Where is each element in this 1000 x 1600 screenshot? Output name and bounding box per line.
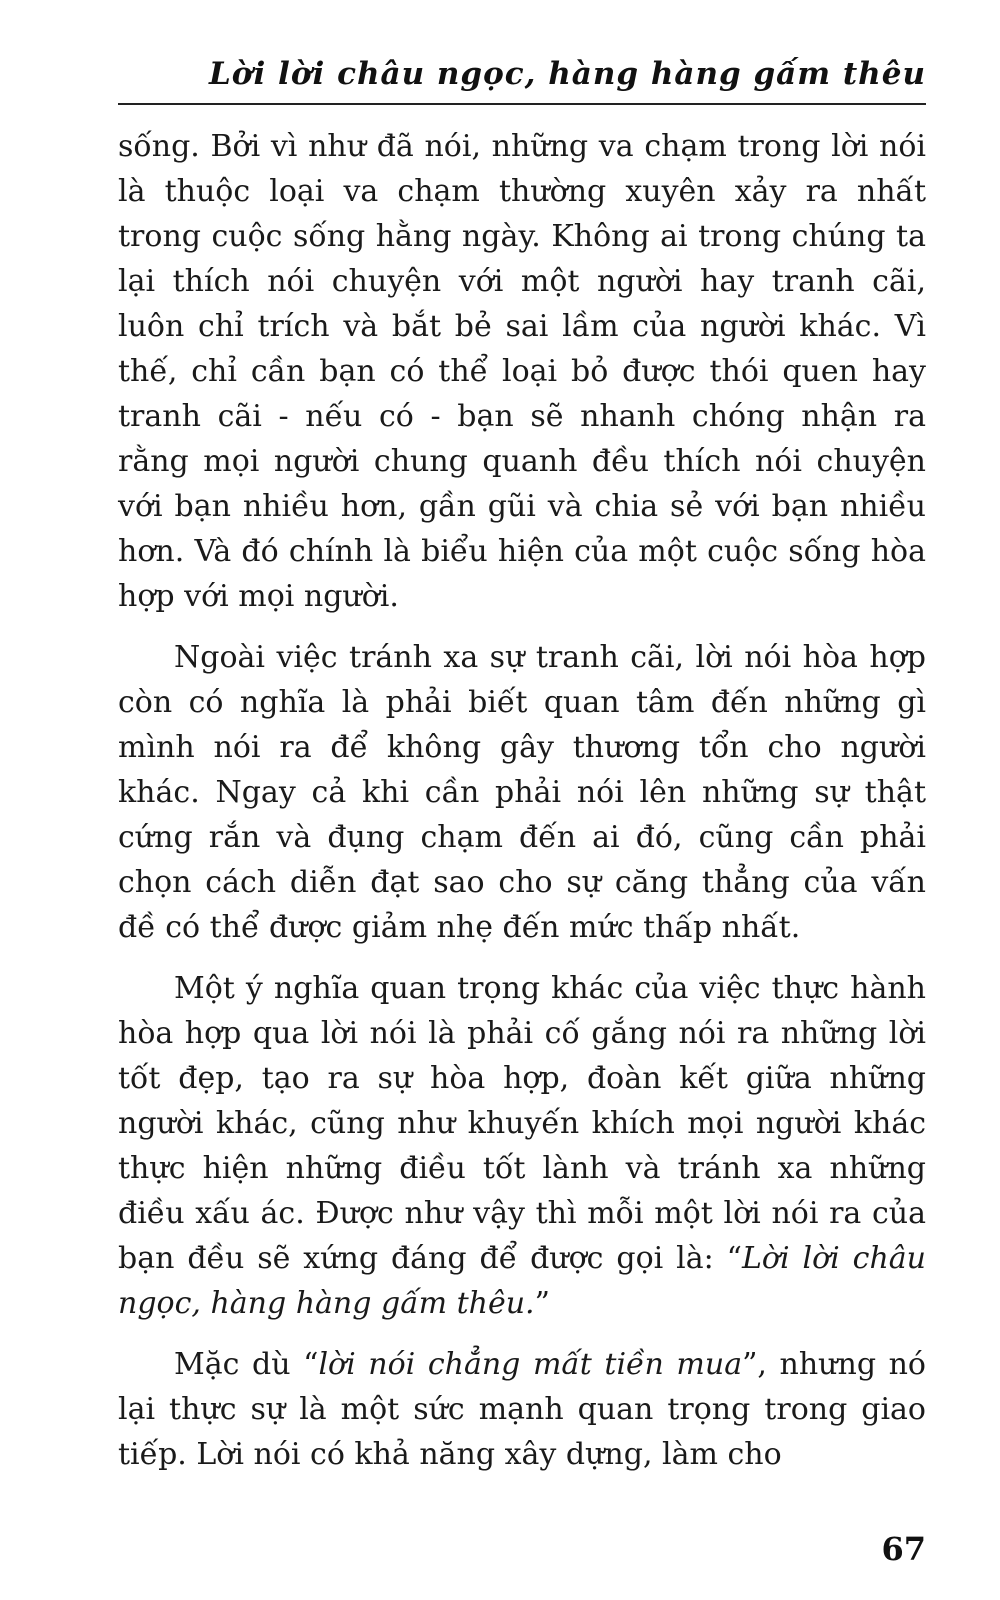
header-rule bbox=[118, 103, 926, 105]
paragraph-4-quote: lời nói chẳng mất tiền mua bbox=[318, 1347, 743, 1382]
paragraph-4 bbox=[118, 1342, 926, 1477]
body-text bbox=[118, 124, 926, 1493]
paragraph-4-text: ”, nhưng nó lại thực sự là một sức mạnh quan trọng trong giao tiếp. Lời nói có khả năng xây dựng, làm cho bbox=[118, 1347, 926, 1472]
page-number: 67 bbox=[881, 1530, 926, 1568]
paragraph-3-text: Một ý nghĩa quan trọng khác của việc thực hành hòa hợp qua lời nói là phải cố gắng nói ra những lời tốt đẹp, tạo ra sự hòa hợp, đoàn kết giữa những người khác, cũng như khuyến khích mọi người khác thực hiện những điều tốt lành và tránh xa những điều xấu ác. Được như vậy thì mỗi một lời nói ra của bạn đều sẽ xứng đáng để được gọi là: “ bbox=[118, 971, 926, 1276]
paragraph-1: sống. Bởi vì như đã nói, những va chạm trong lời nói là thuộc loại va chạm thường xuyên xảy ra nhất trong cuộc sống hằng ngày. Không ai trong chúng ta lại thích nói chuyện với một người hay tranh cãi, luôn chỉ trích và bắt bẻ sai lầm của người khác. Vì thế, chỉ cần bạn có thể loại bỏ được thói quen hay tranh cãi - nếu có - bạn sẽ nhanh chóng nhận ra rằng mọi người chung quanh đều thích nói chuyện với bạn nhiều hơn, gần gũi và chia sẻ với bạn nhiều hơn. Và đó chính là biểu hiện của một cuộc sống hòa hợp với mọi người. bbox=[118, 129, 926, 614]
paragraph-4-open: Mặc dù “ bbox=[174, 1347, 319, 1382]
running-head-title: Lời lời châu ngọc, hàng hàng gấm thêu bbox=[209, 56, 926, 92]
paragraph-3-close-quote: ” bbox=[534, 1286, 550, 1321]
paragraph-2: Ngoài việc tránh xa sự tranh cãi, lời nói hòa hợp còn có nghĩa là phải biết quan tâm đến những gì mình nói ra để không gây thương tổn cho người khác. Ngay cả khi cần phải nói lên những sự thật cứng rắn và đụng chạm đến ai đó, cũng cần phải chọn cách diễn đạt sao cho sự căng thẳng của vấn đề có thể được giảm nhẹ đến mức thấp nhất. bbox=[118, 640, 926, 945]
paragraph-3 bbox=[118, 966, 926, 1326]
paragraph-3-quote: Lời lời châu ngọc, hàng hàng gấm thêu. bbox=[118, 1241, 926, 1321]
